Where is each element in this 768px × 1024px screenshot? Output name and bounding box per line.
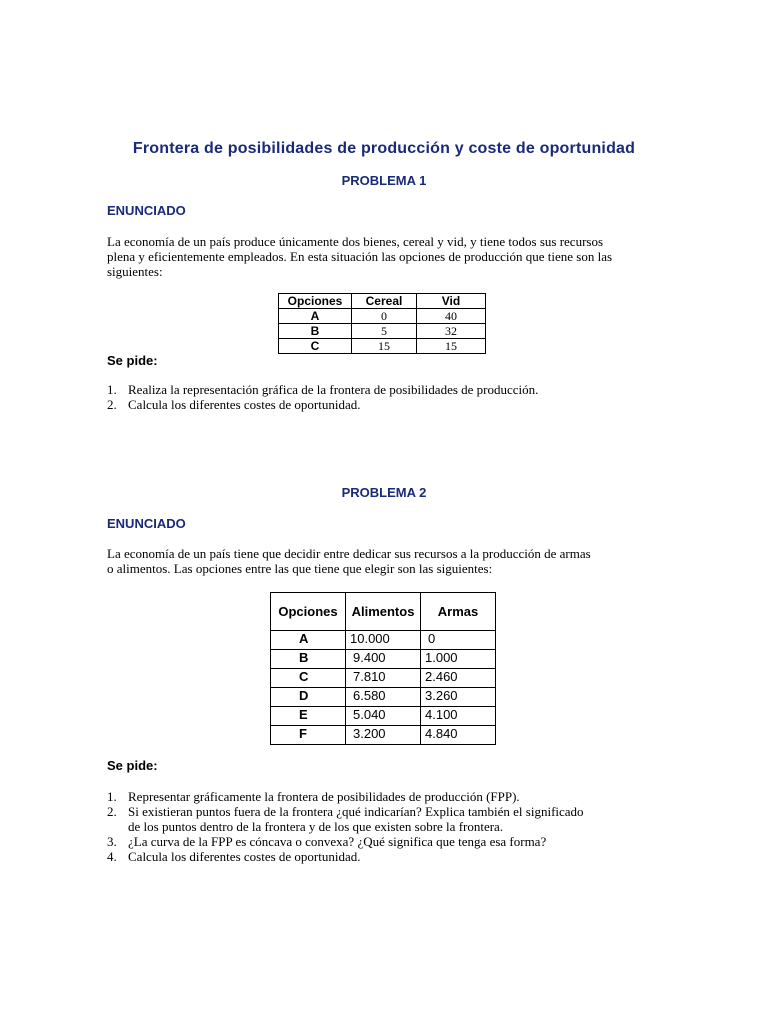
table-cell: 3.200 (346, 726, 421, 745)
list-item (107, 382, 538, 397)
problem-1-statement (107, 234, 612, 279)
table-cell: 40 (417, 309, 486, 324)
list-item-number: 4. (107, 849, 117, 864)
table-cell: 2.460 (421, 669, 496, 688)
list-item-number: 2. (107, 804, 117, 819)
table-cell: 6.580 (346, 688, 421, 707)
problem-1-requests (107, 382, 538, 412)
list-item (107, 789, 584, 804)
table-cell: 4.100 (421, 707, 496, 726)
table-cell: 5.040 (346, 707, 421, 726)
list-item-number: 3. (107, 834, 117, 849)
problem-2-asks-label: Se pide: (107, 758, 158, 773)
table-cell: 3.260 (421, 688, 496, 707)
table-row (271, 650, 496, 669)
table-cell: C (279, 339, 352, 354)
table-cell: F (271, 726, 346, 745)
table-cell: A (279, 309, 352, 324)
table-cell: 15 (417, 339, 486, 354)
problem-2-options-table (270, 592, 496, 745)
table-row (279, 309, 486, 324)
table-row (271, 688, 496, 707)
paragraph-line: La economía de un país tiene que decidir entre dedicar sus recursos a la producción de armas (107, 546, 591, 561)
paragraph-line: La economía de un país produce únicamente dos bienes, cereal y vid, y tiene todos sus recursos (107, 234, 604, 249)
paragraph-line: o alimentos. Las opciones entre las que tiene que elegir son las siguientes: (107, 561, 493, 576)
table-header-cell: Vid (417, 294, 486, 309)
table-cell: A (271, 631, 346, 650)
table-cell: 7.810 (346, 669, 421, 688)
table-row (279, 339, 486, 354)
problem-1-statement-label: ENUNCIADO (107, 203, 186, 218)
table-row (271, 707, 496, 726)
problem-1-asks-label: Se pide: (107, 353, 158, 368)
table-cell: 32 (417, 324, 486, 339)
table-header-cell: Armas (421, 593, 496, 631)
list-item-text: Si existieran puntos fuera de la frontera ¿qué indicarían? Explica también el significado (128, 804, 584, 819)
page-title: Frontera de posibilidades de producción y coste de oportunidad (132, 140, 636, 157)
table-row (271, 726, 496, 745)
list-item-text: Calcula los diferentes costes de oportunidad. (128, 397, 361, 412)
list-item-text: Realiza la representación gráfica de la frontera de posibilidades de producción. (128, 382, 539, 397)
list-item-text: Representar gráficamente la frontera de posibilidades de producción (FPP). (128, 789, 520, 804)
list-item-number: 1. (107, 382, 117, 397)
table-cell: 9.400 (346, 650, 421, 669)
table-header-cell: Cereal (352, 294, 417, 309)
table-header-cell: Alimentos (346, 593, 421, 631)
paragraph-line: plena y eficientemente empleados. En esta situación las opciones de producción que tiene son las (107, 249, 613, 264)
table-cell: C (271, 669, 346, 688)
list-item (107, 849, 584, 864)
list-item-text: de los puntos dentro de la frontera y de los que existen sobre la frontera. (128, 819, 504, 834)
list-item-text: Calcula los diferentes costes de oportunidad. (128, 849, 361, 864)
table-cell: 0 (352, 309, 417, 324)
table-row (271, 669, 496, 688)
list-item (107, 804, 584, 834)
list-item-text: ¿La curva de la FPP es cóncava o convexa? ¿Qué significa que tenga esa forma? (128, 834, 547, 849)
table-row (279, 324, 486, 339)
list-item-number: 1. (107, 789, 117, 804)
table-cell: B (279, 324, 352, 339)
table-header-row (279, 294, 486, 309)
problem-1-options-table (278, 293, 486, 354)
problem-2-requests (107, 789, 584, 864)
table-cell: B (271, 650, 346, 669)
table-cell: 10.000 (346, 631, 421, 650)
problem-2-heading: PROBLEMA 2 (341, 485, 427, 500)
table-cell: 4.840 (421, 726, 496, 745)
table-cell: 0 (421, 631, 496, 650)
problem-1-heading: PROBLEMA 1 (341, 173, 427, 188)
table-cell: 5 (352, 324, 417, 339)
list-item (107, 397, 538, 412)
table-header-cell: Opciones (271, 593, 346, 631)
table-cell: 1.000 (421, 650, 496, 669)
problem-2-statement-label: ENUNCIADO (107, 516, 186, 531)
list-item (107, 834, 584, 849)
list-item-number: 2. (107, 397, 117, 412)
table-header-row (271, 593, 496, 631)
paragraph-line: siguientes: (107, 264, 163, 279)
table-row (271, 631, 496, 650)
problem-2-statement (107, 546, 591, 576)
table-header-cell: Opciones (279, 294, 352, 309)
table-cell: D (271, 688, 346, 707)
table-cell: 15 (352, 339, 417, 354)
table-cell: E (271, 707, 346, 726)
